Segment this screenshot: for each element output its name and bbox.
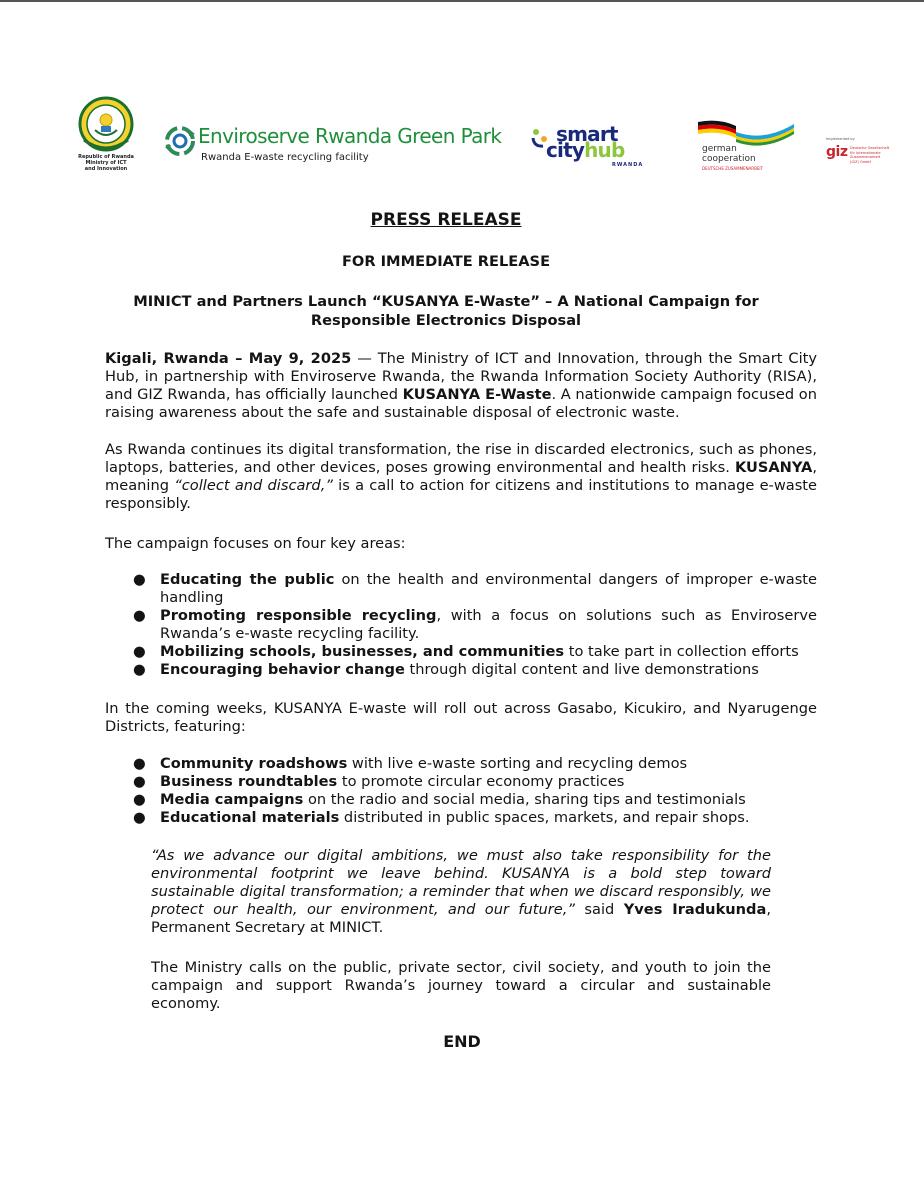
list-item-bold: Encouraging behavior change [160, 661, 405, 678]
list-item-text: , with a focus on solutions such as Enviroserve Rwanda’s e-waste recycling facility. [160, 607, 817, 642]
list-item-text: on the health and environmental dangers of improper e-waste handling [160, 571, 818, 606]
bullet: ● [133, 791, 146, 808]
list-item [105, 809, 817, 827]
minict-logo [70, 90, 142, 180]
list-item-bold: Community roadshows [160, 755, 348, 772]
list-item-text: to promote circular economy practices [337, 773, 625, 790]
press-release-heading: PRESS RELEASE [370, 210, 522, 230]
bullet: ● [133, 607, 146, 624]
intro-text-b: . A nationwide campaign focused on raising awareness about the safe and sustainable disposal of electronic waste. [105, 386, 817, 421]
context-text-c: is a call to action for citizens and institutions to manage e-waste responsibly. [105, 477, 817, 512]
list-item-text: on the radio and social media, sharing tips and testimonials [303, 791, 746, 808]
end-marker: END [443, 1032, 481, 1051]
kusanya-name: KUSANYA [734, 459, 813, 476]
cooperation-word: cooperation [702, 154, 756, 164]
list-item [105, 571, 817, 607]
minict-line-1: Republic of Rwanda [78, 154, 134, 160]
list-item-text: distributed in public spaces, markets, and repair shops. [339, 809, 750, 826]
smart-city-hub-logo [530, 124, 650, 174]
dateline: Kigali, Rwanda – May 9, 2025 [105, 350, 352, 367]
giz-fullname: Deutsche Gesellschaft für Internationale Zusammenarbeit (GIZ) GmbH [850, 146, 890, 164]
intro-text-a: — The Ministry of ICT and Innovation, through the Smart City Hub, in partnership with Enviroserve Rwanda, the Rwanda Information Society Authority (RISA), and GIZ Rwanda, has officially launched [105, 350, 817, 403]
enviroserve-subtitle: Rwanda E-waste recycling facility [201, 152, 369, 163]
bullet: ● [133, 643, 146, 660]
campaign-name: KUSANYA E-Waste [402, 386, 552, 403]
list-item-bold: Media campaigns [160, 791, 304, 808]
context-text-a: As Rwanda continues its digital transformation, the rise in discarded electronics, such as phones, laptops, batteries, and other devices, poses growing environmental and health risks. [105, 441, 817, 476]
list-item-bold: Mobilizing schools, businesses, and communities [160, 643, 565, 660]
quote-text: “As we advance our digital ambitions, we must also take responsibility for the environmental footprint we leave behind. KUSANYA is a bold step toward sustainable digital transformation; a reminder that when we discard responsibly, we protect our health, our environment, and our future,” [151, 847, 771, 918]
focus-areas-list [105, 571, 817, 679]
german-word: german [702, 144, 737, 154]
enviroserve-title: Enviroserve Rwanda Green Park [198, 124, 502, 148]
minict-line-2: Ministry of ICT [85, 160, 127, 166]
list-item [105, 755, 817, 773]
bullet: ● [133, 755, 146, 772]
enviroserve-logo [163, 118, 503, 168]
partner-logos [0, 90, 924, 185]
city-hub-word [546, 140, 625, 160]
list-item-bold: Promoting responsible recycling [160, 607, 437, 624]
kusanya-meaning: “collect and discard,” [174, 477, 333, 494]
top-border [0, 0, 924, 2]
minict-caption [76, 154, 136, 172]
list-item [105, 773, 817, 791]
list-item [105, 661, 817, 679]
giz-implemented-by: Implemented by [826, 137, 855, 141]
intro-paragraph [105, 350, 817, 422]
context-text-b: , meaning [105, 459, 817, 494]
list-item-bold: Educational materials [160, 809, 340, 826]
bullet: ● [133, 661, 146, 678]
minict-line-3: and Innovation [84, 166, 128, 172]
list-item-text: to take part in collection efforts [564, 643, 799, 660]
hub-word: hub [584, 138, 625, 162]
list-item [105, 643, 817, 661]
quote-paragraph [151, 847, 771, 937]
smart-word: smart [556, 122, 618, 146]
release-title: MINICT and Partners Launch “KUSANYA E-Waste” – A National Campaign for Responsible Electronics Disposal [133, 293, 759, 329]
call-to-action-paragraph: The Ministry calls on the public, private sector, civil society, and youth to join the campaign and support Rwanda’s journey toward a circular and sustainable economy. [151, 959, 771, 1012]
quote-speaker: Yves Iradukunda [623, 901, 767, 918]
smart-city-country: RWANDA [612, 162, 644, 168]
immediate-release-heading: FOR IMMEDIATE RELEASE [341, 253, 551, 270]
bullet: ● [133, 773, 146, 790]
list-item [105, 607, 817, 643]
quote-role: , Permanent Secretary at MINICT. [151, 901, 771, 936]
bullet: ● [133, 571, 146, 588]
german-cooperation-logo [694, 116, 804, 176]
deutsche-zusammenarbeit: DEUTSCHE ZUSAMMENARBEIT [702, 166, 763, 171]
features-list [105, 755, 817, 827]
focus-intro: The campaign focuses on four key areas: [105, 535, 406, 552]
bullet: ● [133, 809, 146, 826]
context-paragraph [105, 441, 817, 513]
rwanda-seal-icon [70, 90, 142, 154]
list-item-text: through digital content and live demonstrations [404, 661, 759, 678]
list-item-bold: Educating the public [160, 571, 335, 588]
list-item-bold: Business roundtables [160, 773, 338, 790]
german-flag-wave-icon [694, 116, 804, 146]
giz-mark: giz [826, 144, 848, 160]
rollout-paragraph: In the coming weeks, KUSANYA E-waste will roll out across Gasabo, Kicukiro, and Nyarugenge Districts, featuring: [105, 700, 817, 735]
quote-said: said [574, 901, 624, 918]
city-word: city [546, 138, 585, 162]
list-item-text: with live e-waste sorting and recycling demos [347, 755, 688, 772]
recycle-icon [163, 124, 197, 158]
list-item [105, 791, 817, 809]
giz-logo [824, 137, 894, 174]
